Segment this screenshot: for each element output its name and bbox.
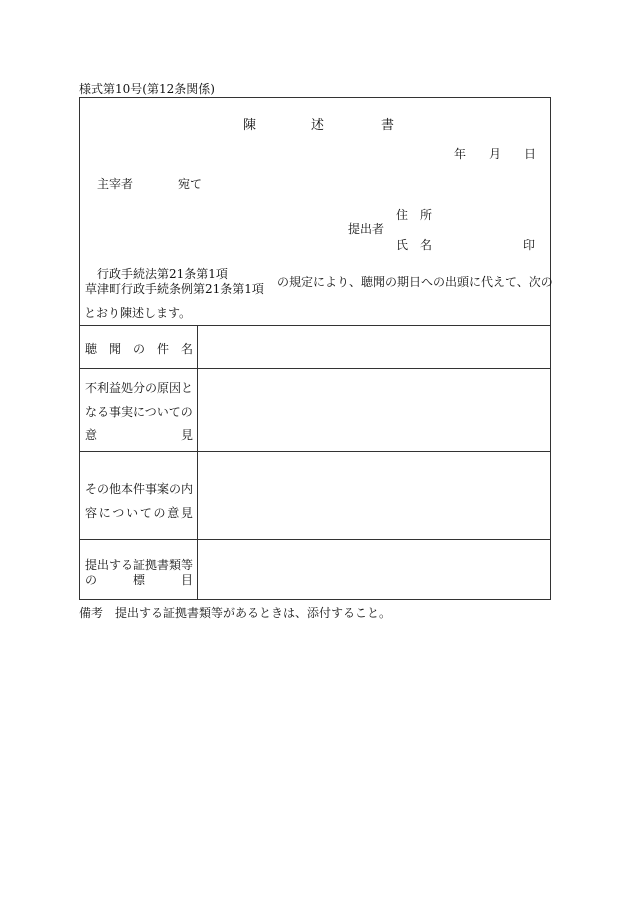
seal-label: 印 <box>523 238 536 252</box>
statement-form <box>79 97 551 600</box>
submitter-address-label: 住 所 <box>396 208 433 222</box>
case-name-field[interactable] <box>198 326 550 368</box>
statement-text-2: とおり陳述します。 <box>84 306 192 320</box>
date-day-label: 日 <box>524 147 537 161</box>
opinion-other-field[interactable] <box>198 452 550 539</box>
opinion-other-label-line1: その他本件事案の内 <box>85 482 194 496</box>
opinion-facts-label-line1: 不利益処分の原因と <box>85 381 194 395</box>
title-char: 書 <box>381 118 395 133</box>
title-char: 陳 <box>243 118 257 133</box>
date-year-label: 年 <box>454 147 467 161</box>
evidence-label-line2: の 標 目 <box>85 573 193 587</box>
addressee-suffix: 宛て <box>178 177 203 191</box>
evidence-field[interactable] <box>198 540 550 599</box>
addressee-label: 主宰者 <box>97 177 134 191</box>
submitter-label: 提出者 <box>348 222 385 236</box>
law-reference-2: 草津町行政手続条例第21条第1項 <box>85 282 264 296</box>
date-month-label: 月 <box>489 147 502 161</box>
statement-text-1: の規定により、聴聞の期日への出頭に代えて、次の <box>277 275 553 289</box>
opinion-facts-field[interactable] <box>198 369 550 451</box>
case-name-label: 聴 聞 の 件 名 <box>85 342 193 356</box>
law-reference-1: 行政手続法第21条第1項 <box>97 267 228 281</box>
opinion-facts-label-line2: なる事実についての <box>85 405 193 419</box>
opinion-facts-label-line3: 意 見 <box>85 428 193 442</box>
title-char: 述 <box>311 118 325 133</box>
evidence-label-line1: 提出する証拠書類等 <box>85 558 194 572</box>
remark-note: 備考 提出する証拠書類等があるときは、添付すること。 <box>79 606 392 620</box>
form-number-label: 様式第10号(第12条関係) <box>79 82 215 96</box>
submitter-name-label: 氏 名 <box>396 238 433 252</box>
opinion-other-label-line2: 容 に つ い て の 意 見 <box>85 506 193 520</box>
